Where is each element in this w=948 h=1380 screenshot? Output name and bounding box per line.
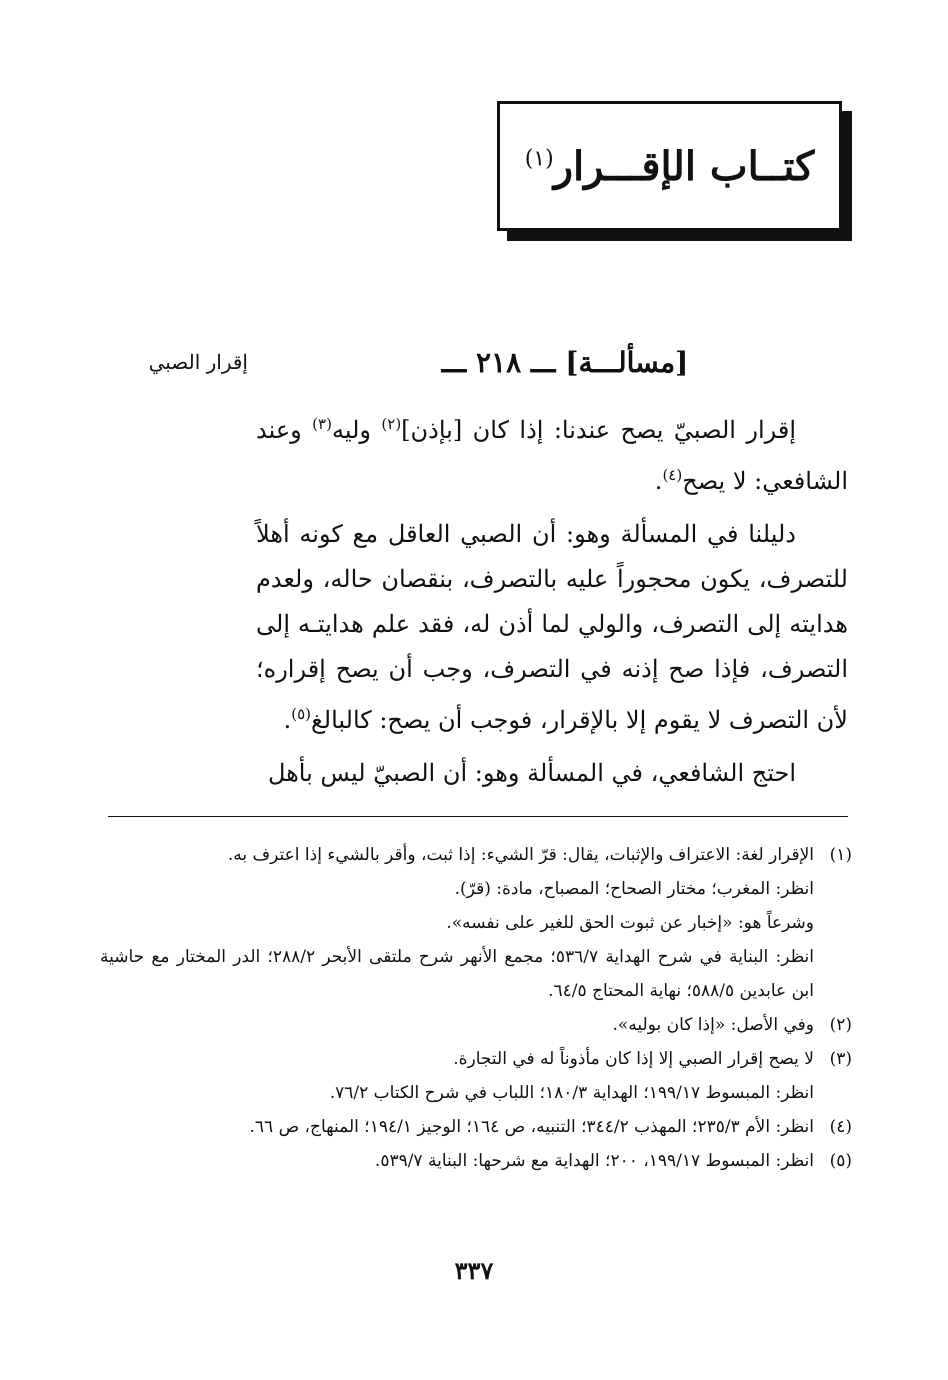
p2-text-a: دليلنا في المسألة وهو: أن الصبي العاقل مع كونه أهلاً للتصرف، يكون محجوراً عليه بالتصرف، بنقصان حاله، ولعدم هدايته إلى التصرف، والولي لما أذن له، فقد علم هدايتـه إلى التصرف، فإذا صح إذنه في التصرف، وجب أن يصح إقراره؛ لأن التصرف لا يقوم إلا بالإقرار، فوجب أن يصح: كالبالغ bbox=[256, 520, 849, 734]
p1-text-a: إقرار الصبيّ يصح عندنا: إذا كان [بإذن] bbox=[401, 416, 796, 444]
footnote-ref-4: (٤) bbox=[662, 466, 683, 484]
footnote-body bbox=[100, 838, 814, 1008]
footnotes bbox=[100, 838, 852, 1178]
p1-text-d: . bbox=[654, 467, 663, 495]
footnote-line: وشرعاً هو: «إخبار عن ثبوت الحق للغير على نفسه». bbox=[446, 913, 814, 933]
paragraph-2 bbox=[256, 512, 848, 743]
chapter-title bbox=[525, 143, 815, 190]
margin-note: إقرار الصبي bbox=[148, 350, 248, 374]
footnote-line: لا يصح إقرار الصبي إلا إذا كان مأذوناً له في التجارة. bbox=[453, 1049, 814, 1069]
footnote-line: انظر: المبسوط ١٩٩/١٧، ٢٠٠؛ الهداية مع شرحها: البناية ٥٣٩/٧. bbox=[374, 1151, 814, 1171]
question-header: [مسألـــة] ـــ ٢١٨ ـــ bbox=[441, 346, 689, 379]
footnote-line: انظر: الأم ٢٣٥/٣؛ المهذب ٣٤٤/٢؛ التنبيه، ص ١٦٤؛ الوجيز ١٩٤/١؛ المنهاج، ص ٦٦. bbox=[249, 1117, 814, 1137]
chapter-title-box bbox=[497, 101, 842, 231]
footnote-body bbox=[100, 1008, 814, 1042]
page-number: ٣٣٧ bbox=[454, 1256, 494, 1285]
p2-text-b: . bbox=[283, 706, 292, 734]
footnote-body bbox=[100, 1144, 814, 1178]
paragraph-1 bbox=[256, 402, 848, 504]
footnote-line: وفي الأصل: «إذا كان بوليه». bbox=[612, 1015, 814, 1035]
footnote-number: (٥) bbox=[829, 1151, 852, 1171]
main-text bbox=[256, 402, 848, 804]
footnote-2 bbox=[100, 1008, 852, 1042]
p1-text-b: وليه bbox=[331, 416, 382, 444]
footnote-number: (٤) bbox=[829, 1117, 852, 1137]
footnote-4 bbox=[100, 1110, 852, 1144]
footnote-body bbox=[100, 1110, 814, 1144]
title-footnote-ref: (١) bbox=[524, 146, 554, 172]
footnote-1 bbox=[100, 838, 852, 1008]
footnote-line: الإقرار لغة: الاعتراف والإثبات، يقال: قرّ الشيء: إذا ثبت، وأقر بالشيء إذا اعترف به. bbox=[227, 845, 814, 865]
p1-text-c: وعند الشافعي: لا يصح bbox=[256, 416, 848, 495]
footnote-number: (١) bbox=[829, 845, 852, 865]
footnote-3 bbox=[100, 1042, 852, 1110]
footnote-ref-5: (٥) bbox=[291, 705, 312, 723]
footnote-5 bbox=[100, 1144, 852, 1178]
footnote-line: انظر: المغرب؛ مختار الصحاح؛ المصباح، مادة: (قرّ). bbox=[454, 879, 814, 899]
paragraph-3: احتج الشافعي، في المسألة وهو: أن الصبيّ ليس بأهل bbox=[267, 759, 796, 787]
footnote-ref-3: (٣) bbox=[312, 415, 332, 433]
footnote-body bbox=[100, 1042, 814, 1110]
footnote-divider bbox=[108, 816, 848, 817]
footnote-number: (٢) bbox=[829, 1015, 852, 1035]
footnote-number: (٣) bbox=[829, 1049, 852, 1069]
footnote-ref-2: (٢) bbox=[381, 415, 402, 433]
footnote-line: انظر: البناية في شرح الهداية ٥٣٦/٧؛ مجمع الأنهر شرح ملتقى الأبحر ٢٨٨/٢؛ الدر المختار مع حاشية ابن عابدين ٥٨٨/٥؛ نهاية المحتاج ٦٤/٥. bbox=[100, 947, 814, 1001]
footnote-line: انظر: المبسوط ١٩٩/١٧؛ الهداية ١٨٠/٣؛ اللباب في شرح الكتاب ٧٦/٢. bbox=[329, 1083, 814, 1103]
chapter-title-text: كتــاب الإقـــرار bbox=[553, 142, 815, 190]
